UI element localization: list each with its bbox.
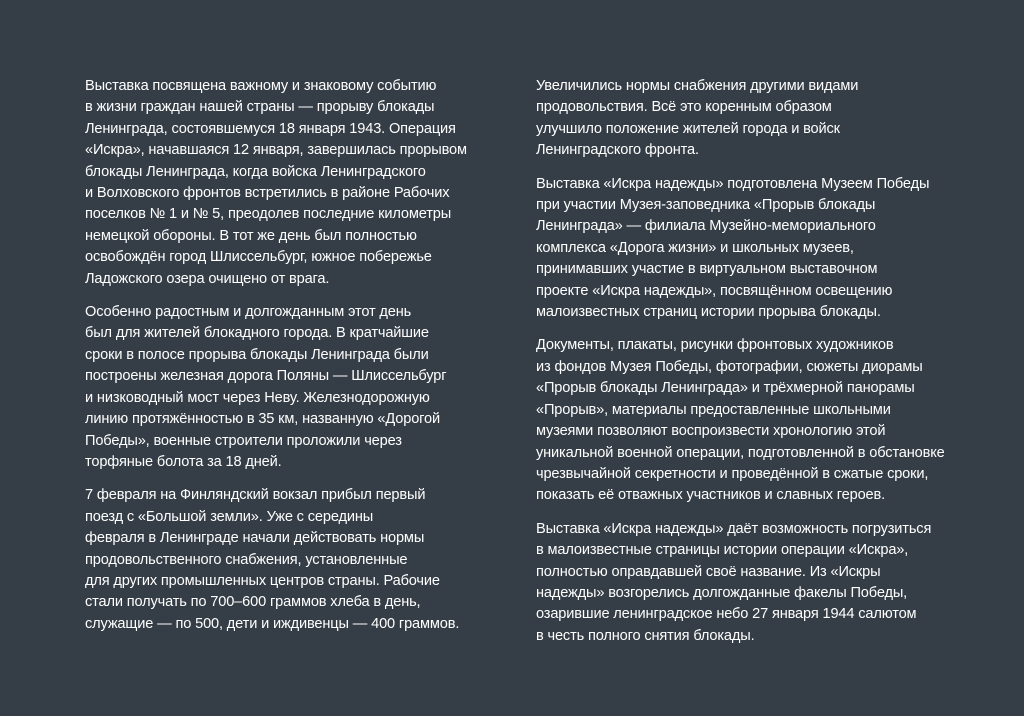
text-line: продовольственного снабжения, установленные: [85, 551, 408, 568]
text-line: блокады Ленинграда, когда войска Ленинградского: [85, 163, 426, 180]
left-text-column: [85, 76, 497, 647]
text-line: Выставка «Искра надежды» даёт возможность погрузиться: [536, 520, 932, 537]
text-line: из фондов Музея Победы, фотографии, сюжеты диорамы: [536, 358, 923, 375]
text-line: февраля в Ленинграде начали действовать нормы: [85, 530, 425, 547]
text-line: и низководный мост через Неву. Железнодорожную: [85, 389, 430, 406]
text-line: улучшило положение жителей города и войск: [536, 120, 840, 137]
text-line: «Прорыв блокады Ленинграда» и трёхмерной панорамы: [536, 380, 915, 397]
text-line: озарившие ленинградское небо 27 января 1944 салютом: [536, 606, 917, 623]
text-line: сроки в полосе прорыва блокады Ленинграда были: [85, 346, 429, 363]
text-line: построены железная дорога Поляны — Шлиссельбург: [85, 368, 447, 385]
paragraph: [536, 76, 970, 162]
text-line: Выставка «Искра надежды» подготовлена Музеем Победы: [536, 175, 930, 192]
text-line: стали получать по 700–600 граммов хлеба в день,: [85, 594, 421, 611]
paragraph: [85, 302, 497, 473]
text-line: немецкой обороны. В тот же день был полностью: [85, 227, 417, 244]
text-line: продовольствия. Всё это коренным образом: [536, 99, 832, 116]
text-line: при участии Музея-заповедника «Прорыв блокады: [536, 197, 876, 214]
paragraph: [536, 335, 970, 506]
right-text-column: [536, 76, 970, 659]
text-line: проекте «Искра надежды», посвящённом освещению: [536, 282, 893, 299]
text-line: чрезвычайной секретности и проведённой в сжатые сроки,: [536, 465, 929, 482]
text-line: комплекса «Дорога жизни» и школьных музеев,: [536, 239, 854, 256]
text-line: торфяные болота за 18 дней.: [85, 453, 282, 470]
text-line: Ленинграда, состоявшемуся 18 января 1943. Операция: [85, 120, 456, 137]
paragraph: [85, 76, 497, 290]
text-line: принимавших участие в виртуальном выставочном: [536, 261, 878, 278]
text-line: Ладожского озера очищено от врага.: [85, 270, 330, 287]
text-line: малоизвестных страниц истории прорыва блокады.: [536, 304, 881, 321]
text-line: Ленинграда» — филиала Музейно-мемориального: [536, 218, 876, 235]
text-line: Особенно радостным и долгожданным этот день: [85, 304, 412, 321]
paragraph: [536, 174, 970, 324]
text-line: линию протяжённостью в 35 км, названную «Дорогой: [85, 411, 441, 428]
text-line: Увеличились нормы снабжения другими видами: [536, 78, 859, 94]
text-line: в малоизвестные страницы истории операции «Искра»,: [536, 542, 909, 559]
text-line: Документы, плакаты, рисунки фронтовых художников: [536, 337, 894, 354]
text-line: музеями позволяют воспроизвести хронологию этой: [536, 423, 886, 440]
text-line: «Прорыв», материалы предоставленные школьными: [536, 401, 891, 418]
text-line: поселков № 1 и № 5, преодолев последние километры: [85, 206, 452, 223]
text-line: уникальной военной операции, подготовленной в обстановке: [536, 444, 945, 461]
text-line: и Волховского фронтов встретились в районе Рабочих: [85, 185, 450, 202]
text-line: освобождён город Шлиссельбург, южное побережье: [85, 249, 432, 266]
text-line: полностью оправдавшей своё название. Из «Искры: [536, 563, 881, 580]
text-line: Победы», военные строители проложили через: [85, 432, 402, 449]
text-line: был для жителей блокадного города. В кратчайшие: [85, 325, 429, 342]
text-line: надежды» возгорелись долгожданные факелы Победы,: [536, 584, 908, 601]
text-line: в жизни граждан нашей страны — прорыву блокады: [85, 99, 435, 116]
paragraph: [85, 485, 497, 635]
text-line: показать её отважных участников и славных героев.: [536, 487, 886, 504]
text-line: служащие — по 500, дети и иждивенцы — 400 граммов.: [85, 615, 460, 632]
text-line: 7 февраля на Финляндский вокзал прибыл первый: [85, 487, 426, 504]
text-line: в честь полного снятия блокады.: [536, 627, 755, 644]
paragraph: [536, 519, 970, 647]
text-line: Выставка посвящена важному и знаковому событию: [85, 78, 437, 94]
text-line: для других промышленных центров страны. Рабочие: [85, 572, 440, 589]
text-line: «Искра», начавшаяся 12 января, завершилась прорывом: [85, 142, 467, 159]
text-line: Ленинградского фронта.: [536, 142, 699, 159]
text-line: поезд с «Большой земли». Уже с середины: [85, 508, 374, 525]
